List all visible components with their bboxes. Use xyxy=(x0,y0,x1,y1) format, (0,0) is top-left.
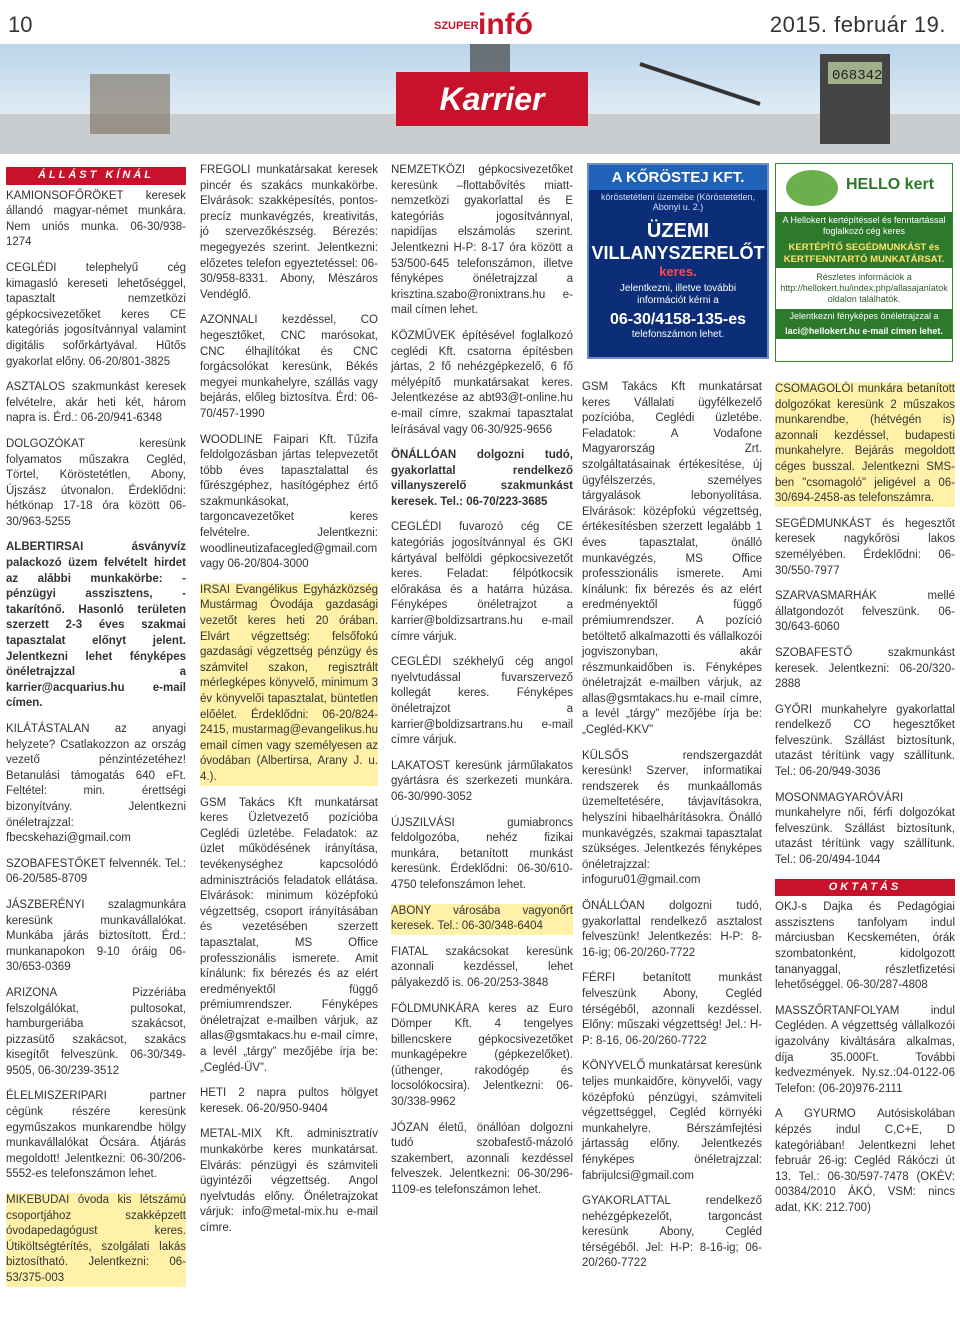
karrier-banner xyxy=(0,44,960,154)
ad-text: A GYURMO Autósiskolában képzés indul C,C+E, D kategóriában! Jelentkezni lehet február 26-ig: Cegléd Rákóczi út 13. Tel.: 06-30/597-7478 (OKÉV: 00384/2010 ÁKÓ, VSM: nincs adat, KK: 212.700) xyxy=(775,1108,955,1214)
ad-text: ÚJSZILVÁSI gumiabroncs feldolgozóba, nehéz fizikai munkára, betanított munkást keresünk. Érdeklődni: 06-30/610-4750 telefonszámon lehet. xyxy=(391,816,573,891)
section-head-oktatas: OKTATÁS xyxy=(775,879,955,897)
hellokert-line4: Jelentkezni fényképes önéletrajzzal a xyxy=(776,309,952,324)
ad-text: METAL-MIX Kft. adminisztratív munkakörbe keres munkatársat. Elvárás: pénzügyi és számviteli ügyintézői végzettség. Angol nyelvtudás előny. Önéletrajzokat várjuk: info@metal-mix.hu e-mail címre. xyxy=(200,1128,378,1234)
ad-text-highlighted: CSOMAGOLÓI munkára betanított dolgozókat keresünk 2 műszakos munkarendbe, (hétvégén is) azonnali kezdéssel, budapesti munkahelyre. Bejárás megoldott céges busszal. Jelentkezni SMS-ben "csomagoló" jeligével a 06-30/694-2458-as telefonszámra. xyxy=(775,382,955,507)
hellokert-brand: HELLO kert xyxy=(846,176,935,193)
hellokert-line5: laci@hellokert.hu e-mail címen lehet. xyxy=(776,324,952,339)
ad-text: LAKATOST keresünk járműlakatos gyártásra és szerkezeti munkára. 06-30/990-3052 xyxy=(391,759,573,803)
korostej-phone: 06-30/4158-135-es xyxy=(609,311,747,328)
svg-text:068342: 068342 xyxy=(832,68,883,84)
hellokert-logo xyxy=(776,164,952,212)
ad-text: ARIZONA Pizzériába felszolgálókat, pultosokat, hamburgeriába szakácsot, pizzasütő szakácsot, szakács kisegítőt felveszünk. 06-30/349-9505, 06-30/239-3512 xyxy=(6,986,186,1077)
ad-text: WOODLINE Faipari Kft. Tűzifa feldolgozásban jártas telepvezetőt több éves tapasztalattal és fűrészgéphez, hasítógéphez értő szakmunkásokat, targoncavezetőket keres felvételre. Jelentkezni: woodlineutizafacegled@gmail.com vagy 06-20/804-3000 xyxy=(200,433,378,571)
svg-text:SZUPER: SZUPER xyxy=(434,20,479,32)
ad-text: CEGLÉDI székhelyű cég angol nyelvtudással fuvarszervező kollegát keres. Fényképes önéletrajzot a karrier@boldizsartrans.hu e-mail címre várjuk. xyxy=(391,656,573,747)
korostej-keres: keres. xyxy=(659,264,697,279)
ad-text-highlighted: ABONY városába vagyonőrt keresek. Tel.: 06-30/348-6404 xyxy=(391,904,573,935)
ad-text: GYŐRI munkahelyre gyakorlattal rendelkező CO hegesztőket felveszünk. Szállást biztosítunk, utazást térítünk vagy szállítunk. Tel.: 06-20/949-3036 xyxy=(775,703,955,779)
issue-date: 2015. február 19. xyxy=(769,12,946,37)
karrier-title-box xyxy=(396,72,588,126)
ad-text: ÉLELMISZERIPARI partner cégünk részére keresünk egyműszakos munkarendbe hölgy munkavállalókat Ócsára. Átjárás megoldott! Jelentkezni: 06-30/206-5552-es telefonszámon lehet. xyxy=(6,1090,186,1181)
korostej-title: A KŐRÖSTEJ KFT. xyxy=(589,165,767,190)
korostej-tail: telefonszámon lehet. xyxy=(631,329,725,340)
svg-text:infó: infó xyxy=(478,8,533,41)
ad-text: AZONNALI kezdéssel, CO hegesztőket, CNC marósokat, CNC élhajlítókat és CNC forgácsolókat keresünk, Békés megyei munkahelyre, szállás vagy bejárás, előleg biztosítva. Érd: 06-70/457-1990 xyxy=(200,314,378,420)
ad-text: FIATAL szakácsokat keresünk azonnali kezdéssel, lehet pályakezdő is. 06-20/253-3848 xyxy=(391,945,573,989)
ad-text: DOLGOZÓKAT keresünk folyamatos műszakra Cegléd, Törtel, Köröstetétlen, Abony, Újszász útvonalon. Érdeklődni: hétkönap 17-18 óra között 06-30/963-5255 xyxy=(6,437,186,528)
ad-text: SZOBAFESTŐKET felvennék. Tel.: 06-20/585-8709 xyxy=(6,857,186,886)
ad-text: SEGÉDMUNKÁST és hegesztőt keresek nagykőrösi lakos személyében. Érdeklődni: 06-30/550-7977 xyxy=(775,517,955,577)
page-header xyxy=(0,0,960,45)
hellokert-line1: A Hellokert kertépítéssel és fenntartással foglalkozó cég keres xyxy=(776,212,952,240)
ad-text: OKJ-s Dajka és Pedagógiai asszisztens tanfolyam indul márciusban Kecskeméten, órák szombatonként, kidolgozott tananyaggal, részletfizetési lehetőséggel. 06-30/287-4808 xyxy=(775,901,955,992)
ad-text: JÓZAN életű, önállóan dolgozni tudó szobafestő-mázoló szakembert, azonnali kezdéssel felveszek. Jelentkezni: 06-30/296-1109-es telefonszámon lehet. xyxy=(391,1121,573,1197)
korostej-ad xyxy=(587,163,769,359)
page-number: 10 xyxy=(8,12,33,37)
karrier-title: Karrier xyxy=(439,81,545,117)
section-head-allast-kinal: ÁLLÁST KÍNÁL xyxy=(6,167,186,185)
ad-text: GSM Takács Kft munkatársat keres Vállalati ügyfélkezelő pozícióba, Ceglédi üzletébe. Feladatok: A Vodafone Magyarország Zrt. szolgáltatásainak értékesítése, új ügyfélszerzés, személyes tárgyalások lebonyolítása. Elvárások: középfokú végzettség, értékesítésben szerzett legalább 1 éves tapasztalat, önálló munkavégzés, MS Office professzionális ismerete. Ami kínálunk: fix bérezés és az elért eredményektől függő prémiumrendszer. A pozíció betöltető alkalmazotti és vállalkozói jogviszonyban, akár részmunkaidőben is. Fényképes önéletrajzát e-mailben várjuk, az allas@gsmtakacs.hu e-mail címre, a levél „tárgy” mezőjébe írja be: „Cegléd-KKV” xyxy=(582,381,762,737)
ad-text: MOSONMAGYARÓVÁRI munkahelyre női, férfi dolgozókat felveszünk. Szállást biztosítunk, utazást térítünk vagy szállítunk. Tel.: 06-20/494-1044 xyxy=(775,791,955,867)
korostej-body: Jelentkezni, illetve további információt kérni a xyxy=(619,283,737,306)
ad-text: KÜLSŐS rendszergazdát keresünk! Szerver, informatikai rendszerek és munkaállomás üzemeltetésére, távjavításokra, helyszíni hibaelhárításokra. Önálló munkavégzés, szakmai tapasztalat szükséges. Jelentkezés fényképes önéletrajzzal: infoguru01@gmail.com xyxy=(582,749,762,887)
ad-text-highlighted: MIKEBUDAI óvoda kis létszámú csoportjához szakképzett óvodapedagógust keres. Útiköltségtérítés, szolgálati lakás biztosítható. Jelentkezni: 06-53/375-003 xyxy=(6,1193,186,1287)
ad-text-bold: ALBERTIRSAI ásványvíz palackozó üzem felvételt hirdet az alábbi munkakörbe: -pénzügyi asszisztens, -takarítónő. Hasonló területen szerzett 2-3 éves szakmai tapasztalat előnyt jelent. Jelentkezni lehet fényképes önéletrajzzal a karrier@acquarius.hu e-mail címen. xyxy=(6,541,186,710)
ad-text: JÁSZBERÉNYI szalagmunkára keresünk munkavállalókat. Munkába járás biztosított. Érd.: munkanapokon 9-10 óráig 06-30/653-0369 xyxy=(6,898,186,974)
ad-text: MASSZŐRTANFOLYAM indul Cegléden. A végzettség vállalkozói igazolvány kiváltására alkalmas, díja 35.000Ft. További kedvezmények. Ny.sz.:04-0122-06 Telefon: (06-20)976-2111 xyxy=(775,1004,955,1095)
ad-text: FREGOLI munkatársakat keresek pincér és szakács munkakörbe. Elvárások: szakképesítés, pontos- precíz munkavégzés, kreativitás, jó szervezőkészség. Bérezés: megegyezés szerint. Jelentkezni: előzetes telefon egyeztetéssel: 06-30/958-8331. Abony, Mészáros Vendéglő. xyxy=(200,164,378,301)
column-3 xyxy=(391,163,573,1209)
ad-text: ASZTALOS szakmunkást keresek felvételre, akár heti két, három napra is. Érd.: 06-20/941-6348 xyxy=(6,381,186,425)
ad-text: SZOBAFESTŐ szakmunkást keresek. Jelentkezni: 06-20/320-2888 xyxy=(775,646,955,691)
ad-text: GYAKORLATTAL rendelkező nehézgépkezelőt, targoncást keresünk Abony, Cegléd térségéből. Jel: H-P: 8-16-ig; 06-20/260-7722 xyxy=(582,1195,762,1270)
ad-text: KILÁTÁSTALAN az anyagi helyzete? Csatlakozzon az ország vezető pénzintézetéhez! Betanulási támogatás 640 eFt. Feltétel: min. érettségi bizonyítvány. Jelentkezni önéletrajzzal: fbecskehazi@gmail.com xyxy=(6,723,186,845)
ad-text: NEMZETKÖZI gépkocsivezetőket keresünk –flottabővítés miatt- nemzetközi gyakorlattal és E kategóriás jogosítvánnyal, napidíjas elszámolás szerint. Jelentkezni H-P: 8-17 óra között a 53/500-645 telefonszámon, illetve fényképes önéletrajzzal a krisztina.szabo@ronixtrans.hu e-mail címen lehet. xyxy=(391,164,573,317)
ad-text: KAMIONSOFŐRÖKET keresek állandó magyar-német munkára. Nem uniós munka. 06-30/938-1274 xyxy=(6,189,186,249)
korostej-role2: VILLANYSZERELŐT xyxy=(591,243,765,263)
ad-text-bold: ÖNÁLLÓAN dolgozni tudó, gyakorlattal rendelkező villanyszerelő szakmunkást keresek. Tel.: 06-70/223-3685 xyxy=(391,449,573,508)
ad-text: FÉRFI betanított munkást felveszünk Abony, Cegléd térségéből, azonnali kezdéssel. Előny: műszaki végzettség! Jel.: H-P: 8-16, 06-20/260-7722 xyxy=(582,972,762,1047)
ad-text: CEGLÉDI telephelyű cég kimagasló kereseti lehetőséggel, tapasztalt nemzetközi gépkocsivezetőket keres CE kategóriás jogosítvánnyal valamint digitális sofőrkártyával. Hűtős gyakorlat előny. 06-20/801-3825 xyxy=(6,261,186,368)
hellokert-line3: Részletes információk a http://hellokert.hu/index.php/allasajanlatok oldalon találhatók. xyxy=(780,272,948,304)
korostej-subtitle: köröstetétleni üzemébe (Köröstetétlen, Abonyi u. 2.) xyxy=(600,192,756,212)
hellokert-line2: KERTÉPÍTŐ SEGÉDMUNKÁST és KERTFENNTARTÓ MUNKATÁRSAT. xyxy=(776,240,952,268)
ad-text: KÖZMŰVEK építésével foglalkozó ceglédi Kft. csatorna építésben jártas, 2 fő nehézgépkezelő, 6 fő mélyépítő munkatársakat keres. Jelentkezése az abt93@t-online.hu e-mail címre, szakmai tapasztalat leírásával vagy 06-30/925-9656 xyxy=(391,329,573,436)
column-5 xyxy=(775,382,955,1227)
ad-text: CEGLÉDI fuvarozó cég CE kategóriás jogosítvánnyal és GKI kártyával belföldi gépkocsivezetőt keres. Feladat: félpótkocsik előrakása és a határra húzása. Fényképes önéletrajzot a karrier@boldizsartrans.hu e-mail címre várjuk. xyxy=(391,521,573,643)
ad-text-highlighted: IRSAI Evangélikus Egyházközség Mustármag Óvodája gazdasági vezetőt keres heti 20 órában. Elvárt végzettség: felsőfokú gazdasági végzettség pénzügy és számvitel szakon, regisztrált mérlegképes könyvelő, minimum 3 év könyvelői tapasztalat, büntetlen előélet. Érdeklődni: 06-20/824-2415, mustarmag@evangelikus.hu email címen vagy személyesen az óvodában (Albertirsa, Arany J. u. 4.). xyxy=(200,583,378,786)
ad-text: GSM Takács Kft munkatársat keres Üzletvezető pozícióba Ceglédi üzletébe. Feladatok: az üzlet működésének irányítása, tevékenységhez kapcsolódó adminisztrációs feladatok ellátása. Elvárások: minimum középfokú végzettség, csoport irányításában és vezetésében szerzett tapasztalat, MS Office professzionális ismerete. Amit kínálunk: fix bérezés és az elért eredményektől függő prémiumrendszer. Fényképes önéletrajzat e-mailben várjuk, az allas@gsmtakacs.hu e-mail címre, a levél „tárgy” mezőjébe írja be: „Cegléd-ÜV”. xyxy=(200,796,378,1074)
ad-text: KÖNYVELŐ munkatársat keresünk teljes munkaidőre, könyvelői, vagy középfokú pénzügyi, számviteli végzettséggel, Cegléd környéki munkahelyre. Bérszámfejtési jártasság előny. Jelentkezés fényképes önéletrajzzal: fabrijulcsi@gmail.com xyxy=(582,1060,762,1182)
column-4 xyxy=(582,380,762,1282)
szuperinfo-logo xyxy=(432,6,542,42)
ad-text: HETI 2 napra pultos hölgyet keresek. 06-20/950-9404 xyxy=(200,1087,378,1115)
ad-text: FÖLDMUNKÁRA keres az Euro Dömper Kft. 4 tengelyes billencskere gépkocsivezetőket munkagépekre (gépkezelőket). (úthenger, rakodógép és locsolókocsira). Jelentkezni: 06-30/338-9962 xyxy=(391,1002,573,1109)
column-2 xyxy=(200,163,378,1247)
korostej-role1: ÜZEMI xyxy=(646,220,710,242)
ad-text: SZARVASMARHÁK mellé állatgondozót felveszünk. 06-30/643-6060 xyxy=(775,590,955,634)
ad-text: ÖNÁLLÓAN dolgozni tudó, gyakorlattal rendelkező asztalost felveszünk! Jelentkezés: H-P: 8-16-ig; 06-20/260-7722 xyxy=(582,900,762,959)
hellokert-ad xyxy=(775,163,953,362)
column-1 xyxy=(6,167,186,1297)
